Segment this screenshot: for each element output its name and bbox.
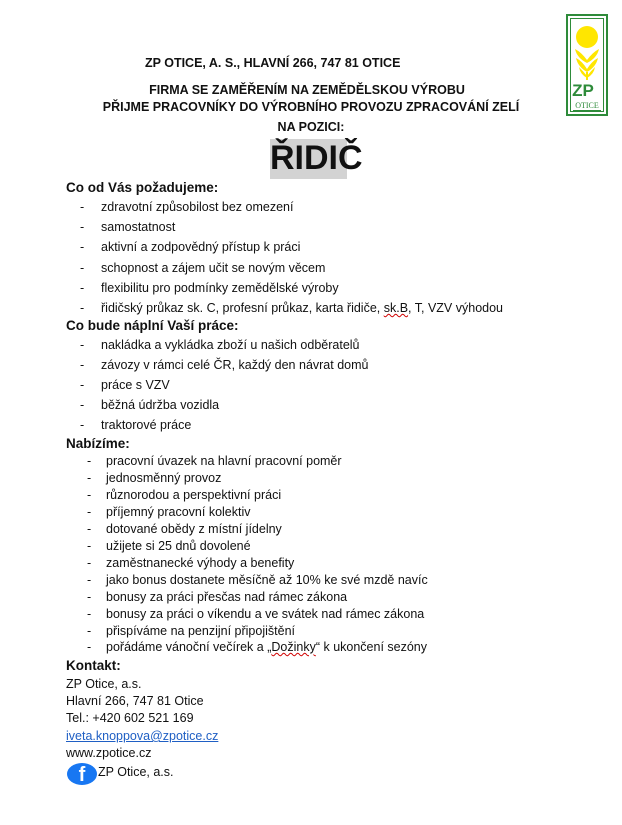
list-bullet: - [87, 521, 92, 536]
company-address-line: ZP OTICE, A. S., HLAVNÍ 266, 747 81 OTICE [145, 56, 401, 70]
list-bullet: - [87, 487, 92, 502]
contact-email-link[interactable]: iveta.knoppova@zpotice.cz [66, 729, 219, 743]
offer-text-end: “ k ukončení sezóny [315, 640, 428, 654]
list-bullet: - [87, 606, 92, 621]
duty-item: nakládka a vykládka zboží u našich odběratelů [101, 338, 360, 352]
requirement-text-end: , T, VZV výhodou [408, 301, 504, 315]
offer-item: bonusy za práci o víkendu a ve svátek nad rámec zákona [106, 606, 425, 621]
contact-website[interactable]: www.zpotice.cz [66, 746, 152, 760]
list-bullet: - [80, 280, 85, 295]
duties-heading: Co bude náplní Vaší práce: [66, 318, 239, 333]
duty-item: běžná údržba vozidla [101, 398, 220, 412]
duty-item: traktorové práce [101, 418, 192, 432]
offer-item: bonusy za práci přesčas nad rámec zákona [106, 589, 348, 604]
requirement-item: schopnost a zájem učit se novým věcem [101, 260, 326, 275]
header-line-3: NA POZICI: [277, 120, 345, 134]
contact-address: Hlavní 266, 747 81 Otice [66, 694, 204, 708]
list-bullet: - [80, 378, 85, 392]
list-bullet: - [87, 538, 92, 553]
offer-heading: Nabízíme: [66, 436, 130, 451]
offer-item: příjemný pracovní kolektiv [106, 504, 251, 519]
requirement-item: samostatnost [101, 220, 176, 235]
offer-item: přispíváme na penzijní připojištění [106, 623, 295, 638]
list-bullet: - [80, 240, 85, 255]
list-bullet: - [87, 454, 92, 468]
list-bullet: - [87, 640, 92, 654]
requirement-item: flexibilitu pro podmínky zemědělské výroby [101, 280, 339, 295]
list-bullet: - [80, 338, 85, 352]
spellcheck-flagged-word: Dožinky [271, 640, 316, 654]
spellcheck-flagged-word: sk.B [383, 301, 409, 315]
list-bullet: - [80, 200, 85, 214]
list-bullet: - [80, 220, 85, 235]
duty-item: práce s VZV [101, 378, 170, 392]
contact-company: ZP Otice, a.s. [66, 677, 142, 691]
list-bullet: - [87, 572, 92, 587]
requirement-item: zdravotní způsobilost bez omezení [101, 200, 294, 214]
list-bullet: - [87, 504, 92, 519]
offer-item: zaměstnanecké výhody a benefity [106, 555, 295, 570]
requirement-item [101, 301, 503, 315]
requirement-item: aktivní a zodpovědný přístup k práci [101, 240, 301, 255]
list-bullet: - [80, 398, 85, 412]
requirements-heading: Co od Vás požadujeme: [66, 180, 219, 195]
list-bullet: - [80, 301, 85, 315]
list-bullet: - [87, 470, 92, 485]
list-bullet: - [80, 260, 85, 275]
list-bullet: - [87, 589, 92, 604]
list-bullet: - [87, 555, 92, 570]
contact-phone: Tel.: +420 602 521 169 [66, 711, 194, 725]
offer-item: pracovní úvazek na hlavní pracovní poměr [106, 454, 342, 468]
header-line-2: PŘIJME PRACOVNÍKY DO VÝROBNÍHO PROVOZU ZPRACOVÁNÍ ZELÍ [102, 100, 520, 114]
facebook-label[interactable]: ZP Otice, a.s. [98, 765, 174, 779]
list-bullet: - [87, 623, 92, 638]
logo-otice-text: OTICE [575, 101, 599, 110]
logo-zp-text: ZP [572, 81, 594, 100]
offer-item [106, 640, 427, 654]
position-title: ŘIDIČ [270, 139, 363, 177]
offer-text: pořádáme vánoční večírek a „ [106, 640, 272, 654]
facebook-icon[interactable] [67, 763, 97, 785]
facebook-glyph: f [78, 764, 86, 786]
list-bullet: - [80, 358, 85, 372]
header-line-1: FIRMA SE ZAMĚŘENÍM NA ZEMĚDĚLSKOU VÝROBU [149, 83, 465, 97]
offer-item: různorodou a perspektivní práci [106, 487, 282, 502]
offer-item: dotované obědy z místní jídelny [106, 521, 282, 536]
list-bullet: - [80, 418, 85, 432]
offer-item: užijete si 25 dnů dovolené [106, 538, 251, 553]
offer-item: jednosměnný provoz [106, 470, 222, 485]
offer-item: jako bonus dostanete měsíčně až 10% ke své mzdě navíc [106, 572, 428, 587]
duty-item: závozy v rámci celé ČR, každý den návrat domů [101, 358, 369, 372]
contact-heading: Kontakt: [66, 658, 121, 673]
requirement-text: řidičský průkaz sk. C, profesní průkaz, karta řidiče, [101, 301, 384, 315]
